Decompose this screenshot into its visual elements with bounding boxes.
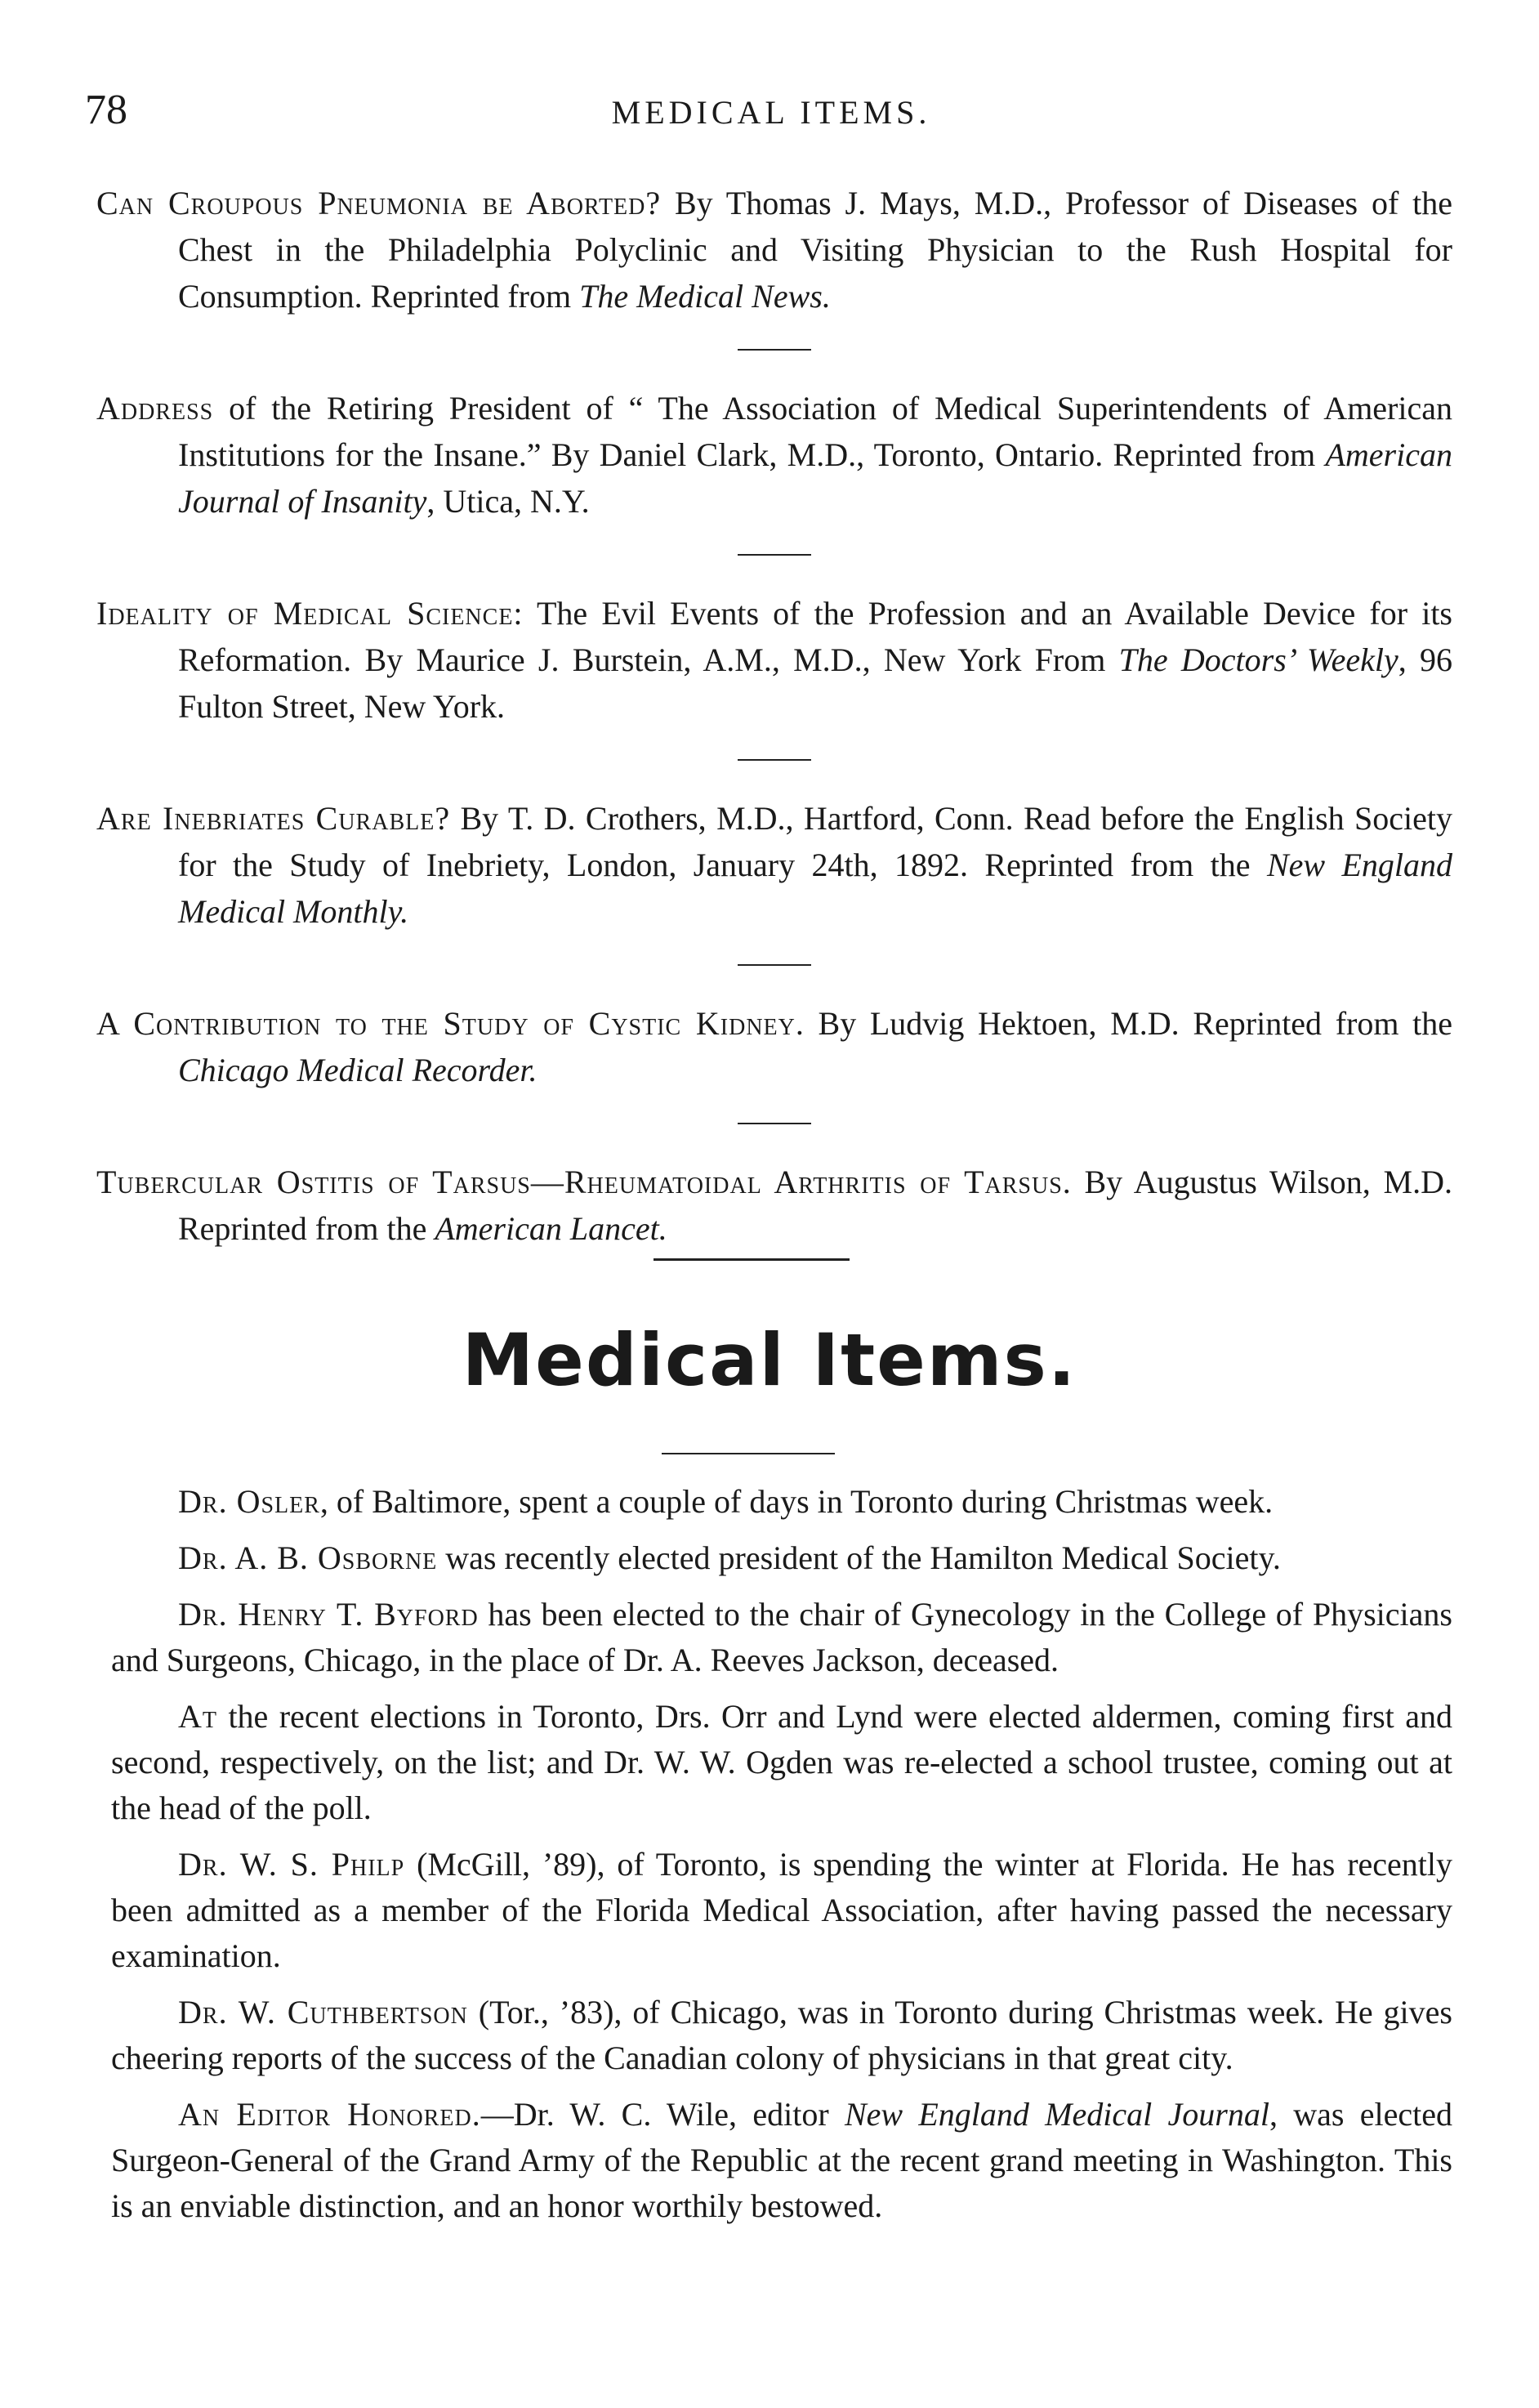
news-item xyxy=(111,1990,1452,2081)
reference-text: The Evil Events of the Profession and an Available Device for its Reformation. By Maurice J. Burstein, A.M., M.D., New York From xyxy=(178,595,1452,678)
reference-title: Tubercular Ostitis of Tarsus—Rheumatoidal Arthritis of Tarsus. xyxy=(96,1164,1072,1200)
title-underline xyxy=(662,1453,835,1454)
reference-entry xyxy=(96,180,1452,319)
item-publication: New England Medical Journal xyxy=(844,2096,1269,2133)
item-text: the recent elections in Toronto, Drs. Orr and Lynd were elected aldermen, coming first and second, respectively, on the list; and Dr. W. W. Ogden was re-elected a school trustee, coming out at the head of the poll. xyxy=(111,1698,1452,1826)
section-title: Medical Items. xyxy=(462,1318,1077,1402)
item-lead: Dr. A. B. Osborne xyxy=(178,1539,438,1576)
item-text: —Dr. W. C. Wile, editor xyxy=(480,2096,845,2133)
item-text-tail: , was elected Surgeon-General of the Grand Army of the Republic at the recent grand meeting in Washington. This is an enviable distinction, and an honor worthily bestowed. xyxy=(111,2096,1453,2224)
separator-rule xyxy=(738,1123,811,1124)
item-lead: Dr. Osler xyxy=(178,1483,320,1520)
reference-entry xyxy=(96,1000,1452,1093)
separator-rule xyxy=(738,554,811,556)
reference-title: Can Croupous Pneumonia be Aborted? xyxy=(96,185,662,221)
reference-text: of the Retiring President of “ The Association of Medical Superintendents of American Institutions for the Insane.” By Daniel Clark, M.D., Toronto, Ontario. Reprinted from xyxy=(178,390,1452,473)
reference-text: By Augustus Wilson, M.D. Reprinted from the xyxy=(178,1164,1452,1247)
item-lead: Dr. W. Cuthbertson xyxy=(178,1994,468,2030)
publication-name: American Lancet. xyxy=(435,1210,667,1247)
separator-rule xyxy=(738,349,811,351)
reference-entry xyxy=(96,1159,1452,1252)
item-text: has been elected to the chair of Gynecology in the College of Physicians and Surgeons, Chicago, in the place of Dr. A. Reeves Jackson, deceased. xyxy=(111,1596,1452,1678)
reference-text: By T. D. Crothers, M.D., Hartford, Conn. Read before the English Society for the Study of Inebriety, London, January 24th, 1892. Reprinted from the xyxy=(178,800,1452,883)
publication-name: American Journal of Insanity xyxy=(178,436,1452,520)
news-item xyxy=(111,1592,1452,1683)
reference-text-tail: , Utica, N.Y. xyxy=(426,483,590,520)
publication-name: The Medical News. xyxy=(579,278,831,315)
page-header xyxy=(85,82,1457,139)
item-text: , of Baltimore, spent a couple of days in Toronto during Christmas week. xyxy=(319,1483,1274,1520)
item-text: (McGill, ’89), of Toronto, is spending the winter at Florida. He has recently been admitted as a member of the Florida Medical Association, after having passed the necessary examination. xyxy=(111,1846,1453,1974)
news-item xyxy=(111,1479,1452,1525)
item-lead: An Editor Honored. xyxy=(178,2096,481,2133)
reference-list xyxy=(96,180,1452,1252)
news-item xyxy=(111,2092,1452,2229)
publication-name: New England Medical Monthly. xyxy=(178,847,1452,930)
publication-name: Chicago Medical Recorder. xyxy=(178,1052,538,1088)
section-divider xyxy=(654,1258,850,1261)
page-number: 78 xyxy=(85,87,127,133)
reference-title: Are Inebriates Curable? xyxy=(96,800,451,837)
reference-entry xyxy=(96,385,1452,525)
reference-entry xyxy=(96,590,1452,730)
reference-title: A Contribution to the Study of Cystic Kidney. xyxy=(96,1005,805,1042)
separator-rule xyxy=(738,964,811,966)
reference-title: Ideality of Medical Science: xyxy=(96,595,524,632)
separator-rule xyxy=(738,759,811,761)
news-item xyxy=(111,1535,1452,1581)
reference-text: By Thomas J. Mays, M.D., Professor of Diseases of the Chest in the Philadelphia Polyclinic and Visiting Physician to the Rush Hospital for Consumption. Reprinted from xyxy=(178,185,1452,315)
reference-text: By Ludvig Hektoen, M.D. Reprinted from the xyxy=(804,1005,1452,1042)
news-item xyxy=(111,1694,1452,1831)
running-head: MEDICAL ITEMS. xyxy=(611,94,931,131)
reference-entry xyxy=(96,795,1452,935)
item-text: (Tor., ’83), of Chicago, was in Toronto during Christmas week. He gives cheering reports of the success of the Canadian colony of physicians in that great city. xyxy=(111,1994,1452,2076)
item-text: was recently elected president of the Hamilton Medical Society. xyxy=(437,1539,1281,1576)
item-lead: At xyxy=(178,1698,217,1735)
reference-title: Address xyxy=(96,390,214,427)
item-lead: Dr. W. S. Philp xyxy=(178,1846,405,1883)
publication-name: The Doctors’ Weekly xyxy=(1118,641,1398,678)
item-lead: Dr. Henry T. Byford xyxy=(178,1596,479,1633)
news-items xyxy=(111,1479,1452,2240)
news-item xyxy=(111,1842,1452,1979)
reference-text-tail: , 96 Fulton Street, New York. xyxy=(178,641,1452,725)
